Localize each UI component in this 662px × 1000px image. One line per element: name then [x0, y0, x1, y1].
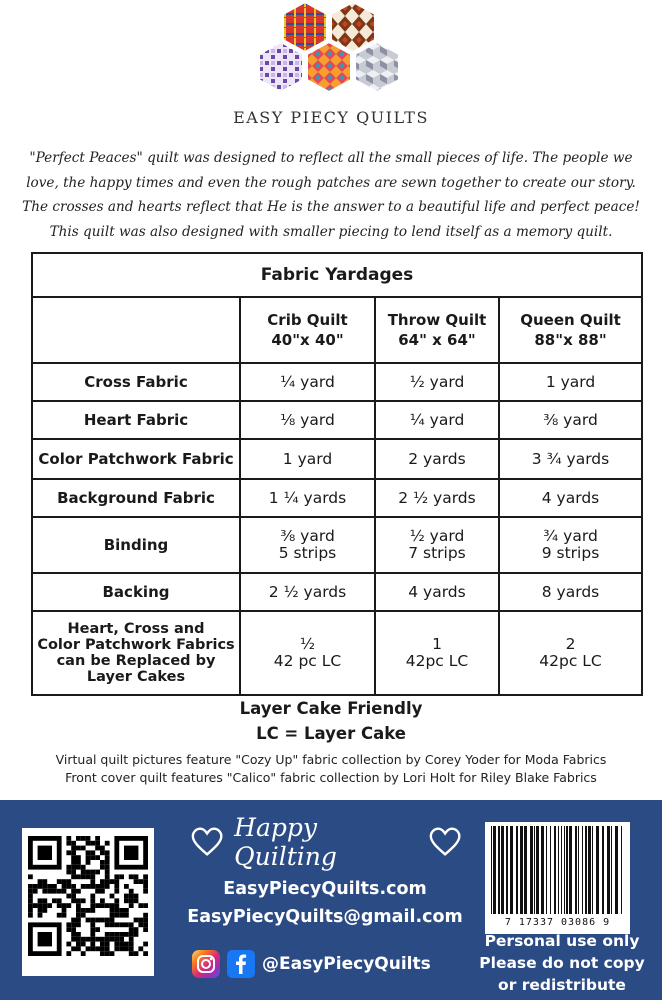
brand-name: EASY PIECY QUILTS	[233, 108, 429, 127]
row-label: Background Fabric	[32, 479, 240, 517]
cell: 2 42pc LC	[499, 611, 642, 695]
footer	[0, 800, 662, 1000]
row-label: Cross Fabric	[32, 363, 240, 401]
table-row	[32, 363, 642, 401]
instagram-icon[interactable]	[192, 950, 220, 978]
social-handle-text: @EasyPiecyQuilts	[262, 954, 431, 974]
cell: ¾ yard 9 strips	[499, 517, 642, 573]
barcode-number: 7 17337 03086 9	[504, 917, 611, 928]
cell: ½ 42 pc LC	[240, 611, 375, 695]
row-label: Color Patchwork Fabric	[32, 439, 240, 479]
qr-code[interactable]	[22, 828, 154, 976]
cell: 2 yards	[375, 439, 499, 479]
notice-line: Please do not copy	[479, 954, 645, 972]
cell: ½ yard	[375, 363, 499, 401]
heart-icon	[190, 826, 224, 858]
layer-cake-key: LC = Layer Cake	[256, 724, 406, 743]
cell: 2 ½ yards	[240, 573, 375, 611]
credit-line: Front cover quilt features "Calico" fabric collection by Lori Holt for Riley Blake Fabrics	[65, 770, 597, 785]
cell: ½ yard 7 strips	[375, 517, 499, 573]
fabric-yardage-table	[31, 252, 643, 696]
intro-paragraph: "Perfect Peaces" quilt was designed to reflect all the small pieces of life. The people we love, the happy times and even the rough patches are sewn together to create our story. The crosses and hearts reflect that He is the answer to a beautiful life and perfect peace! This quilt was also designed with smaller piecing to lend itself as a memory quilt.	[22, 150, 640, 240]
header-blank	[32, 297, 240, 363]
row-label: Heart Fabric	[32, 401, 240, 439]
cell: 4 yards	[499, 479, 642, 517]
table-row	[32, 439, 642, 479]
table-row	[32, 479, 642, 517]
table-row	[32, 517, 642, 573]
email-link[interactable]: EasyPiecyQuilts@gmail.com	[187, 907, 463, 927]
layer-cake-friendly: Layer Cake Friendly	[239, 699, 423, 718]
happy-quilting	[190, 813, 462, 871]
copyright-notice	[468, 930, 656, 996]
row-label: Heart, Cross and Color Patchwork Fabrics can be Replaced by Layer Cakes	[32, 611, 240, 695]
table-title: Fabric Yardages	[32, 253, 642, 297]
credit-line: Virtual quilt pictures feature "Cozy Up" fabric collection by Corey Yoder for Moda Fabrics	[55, 752, 607, 767]
website-link[interactable]: EasyPiecyQuilts.com	[223, 879, 427, 899]
notice-line: or redistribute	[498, 976, 626, 994]
table-row	[32, 573, 642, 611]
cell: ⅜ yard	[499, 401, 642, 439]
cell: 3 ¾ yards	[499, 439, 642, 479]
happy-text: Happy Quilting	[234, 813, 337, 871]
cell: 8 yards	[499, 573, 642, 611]
col-throw: Throw Quilt 64" x 64"	[375, 297, 499, 363]
notice-line: Personal use only	[484, 932, 640, 950]
row-label: Backing	[32, 573, 240, 611]
facebook-icon[interactable]	[227, 950, 255, 978]
cell: 1 42pc LC	[375, 611, 499, 695]
cell: 4 yards	[375, 573, 499, 611]
table-row	[32, 401, 642, 439]
cell: 1 yard	[240, 439, 375, 479]
cell: 2 ½ yards	[375, 479, 499, 517]
row-label: Binding	[32, 517, 240, 573]
cell: 1 yard	[499, 363, 642, 401]
cell: ¼ yard	[240, 363, 375, 401]
barcode	[485, 822, 630, 934]
cell: 1 ¼ yards	[240, 479, 375, 517]
table-row	[32, 611, 642, 695]
cell: ⅜ yard 5 strips	[240, 517, 375, 573]
col-crib: Crib Quilt 40"x 40"	[240, 297, 375, 363]
col-queen: Queen Quilt 88"x 88"	[499, 297, 642, 363]
cell: ¼ yard	[375, 401, 499, 439]
fabric-credits	[0, 751, 662, 787]
cell: ⅛ yard	[240, 401, 375, 439]
heart-icon	[428, 826, 462, 858]
social-handle[interactable]	[192, 950, 431, 978]
